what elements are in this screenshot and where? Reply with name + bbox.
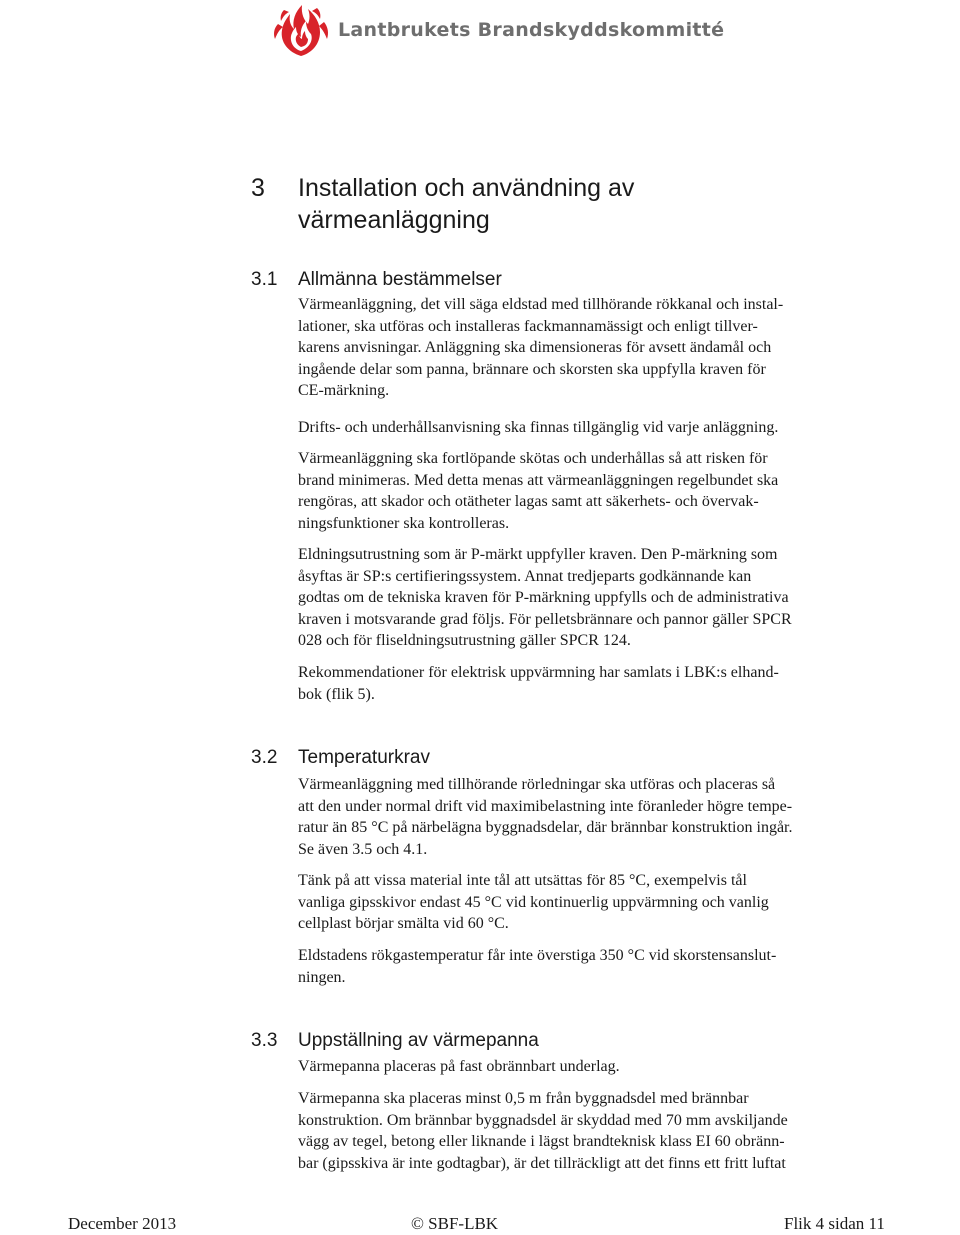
text-line: att den under normal drift vid maximibelastning inte föranleder högre tempe- bbox=[298, 797, 793, 815]
chapter-heading bbox=[251, 172, 771, 236]
text-line: Tänk på att vissa material inte tål att utsättas för 85 °C, exempelvis tål bbox=[298, 872, 747, 889]
section-title: Uppställning av värmepanna bbox=[298, 1030, 539, 1051]
text-line: åsyftas är SP:s certifieringssystem. Annat tredjeparts godkännande kan bbox=[298, 567, 752, 585]
text-line: Värmeanläggning, det vill säga eldstad med tillhörande rökkanal och instal- bbox=[298, 296, 784, 313]
text-line: cellplast börjar smälta vid 60 °C. bbox=[298, 915, 509, 932]
text-line: Värmeanläggning ska fortlöpande skötas och underhållas så att risken för bbox=[298, 450, 768, 467]
footer-date: December 2013 bbox=[68, 1214, 177, 1233]
section-title: Allmänna bestämmelser bbox=[298, 269, 502, 290]
chapter-number: 3 bbox=[251, 174, 265, 202]
page-header bbox=[270, 2, 724, 58]
text-line: Eldstadens rökgastemperatur får inte överstiga 350 °C vid skorstensanslut- bbox=[298, 947, 777, 964]
text-line: rengöras, att skador och otätheter lagas samt att säkerhets- och övervak- bbox=[298, 493, 759, 510]
footer-page-number: Flik 4 sidan 11 bbox=[784, 1214, 885, 1233]
text-line: Rekommendationer för elektrisk uppvärmning har samlats i LBK:s elhand- bbox=[298, 664, 779, 681]
text-line: bar (gipsskiva är inte godtagbar), är det tillräckligt att det finns ett fritt luftat bbox=[298, 1154, 786, 1172]
flame-logo-icon bbox=[270, 2, 332, 58]
text-line: Värmepanna placeras på fast obrännbart underlag. bbox=[298, 1058, 620, 1075]
text-line: godtas om de tekniska kraven för P-märkning uppfylls och de administrativa bbox=[298, 589, 789, 606]
section-3-2-paragraph-1 bbox=[298, 774, 858, 860]
footer-copyright: © SBF-LBK bbox=[411, 1214, 499, 1233]
section-number: 3.3 bbox=[251, 1030, 278, 1051]
section-number: 3.2 bbox=[251, 747, 278, 768]
text-line: vanliga gipsskivor endast 45 °C vid kontinuerlig uppvärmning och vanlig bbox=[298, 893, 769, 911]
section-3-1-paragraph-3 bbox=[298, 448, 858, 534]
text-line: konstruktion. Om brännbar byggnadsdel är skyddad med 70 mm avskiljande bbox=[298, 1111, 788, 1129]
section-heading-3-1 bbox=[251, 268, 502, 292]
text-line: ningen. bbox=[298, 968, 346, 986]
organization-name: Lantbrukets Brandskyddskommitté bbox=[338, 19, 725, 41]
text-line: Se även 3.5 och 4.1. bbox=[298, 840, 428, 858]
section-3-2-paragraph-2 bbox=[298, 870, 858, 935]
text-line: bok (flik 5). bbox=[298, 685, 375, 703]
chapter-title-line-1: Installation och användning av bbox=[298, 174, 635, 202]
text-line: brand minimeras. Med detta menas att värmeanläggningen regelbundet ska bbox=[298, 471, 779, 489]
section-heading-3-3 bbox=[251, 1029, 539, 1053]
chapter-title-line-2: värmeanläggning bbox=[298, 206, 490, 234]
section-3-1-paragraph-4 bbox=[298, 544, 858, 652]
text-line: vägg av tegel, betong eller liknande i lägst brandteknisk klass EI 60 obränn- bbox=[298, 1133, 785, 1150]
text-line: ratur än 85 °C på närbelägna byggnadsdelar, där brännbar konstruktion ingår. bbox=[298, 819, 793, 836]
text-line: 028 och för fliseldningsutrustning gäller SPCR 124. bbox=[298, 632, 631, 649]
text-line: kraven i motsvarande grad följs. För pelletsbrännare och pannor gäller SPCR bbox=[298, 610, 792, 628]
text-line: Drifts- och underhållsanvisning ska finnas tillgänglig vid varje anläggning. bbox=[298, 419, 779, 436]
section-3-1-paragraph-5 bbox=[298, 662, 858, 705]
text-line: ingående delar som panna, brännare och skorsten ska uppfylla kraven för bbox=[298, 360, 766, 378]
section-3-3-paragraph-1 bbox=[298, 1056, 858, 1078]
text-line: Eldningsutrustning som är P-märkt uppfyller kraven. Den P-märkning som bbox=[298, 546, 778, 563]
text-line: Värmeanläggning med tillhörande rörledningar ska utföras och placeras så bbox=[298, 776, 776, 793]
text-line: Värmepanna ska placeras minst 0,5 m från byggnadsdel med brännbar bbox=[298, 1090, 749, 1107]
text-line: CE-märkning. bbox=[298, 382, 390, 399]
text-line: ningsfunktioner ska kontrolleras. bbox=[298, 514, 510, 532]
section-3-1-paragraph-1 bbox=[298, 294, 858, 402]
section-number: 3.1 bbox=[251, 269, 278, 290]
text-line: lationer, ska utföras och installeras fackmannamässigt och enligt tillver- bbox=[298, 317, 758, 335]
section-3-1-paragraph-2 bbox=[298, 417, 858, 439]
text-line: karens anvisningar. Anläggning ska dimensioneras för avsett ändamål och bbox=[298, 339, 772, 356]
section-3-2-paragraph-3 bbox=[298, 945, 858, 988]
section-title: Temperaturkrav bbox=[298, 747, 430, 768]
section-heading-3-2 bbox=[251, 746, 430, 770]
section-3-3-paragraph-2 bbox=[298, 1088, 858, 1174]
